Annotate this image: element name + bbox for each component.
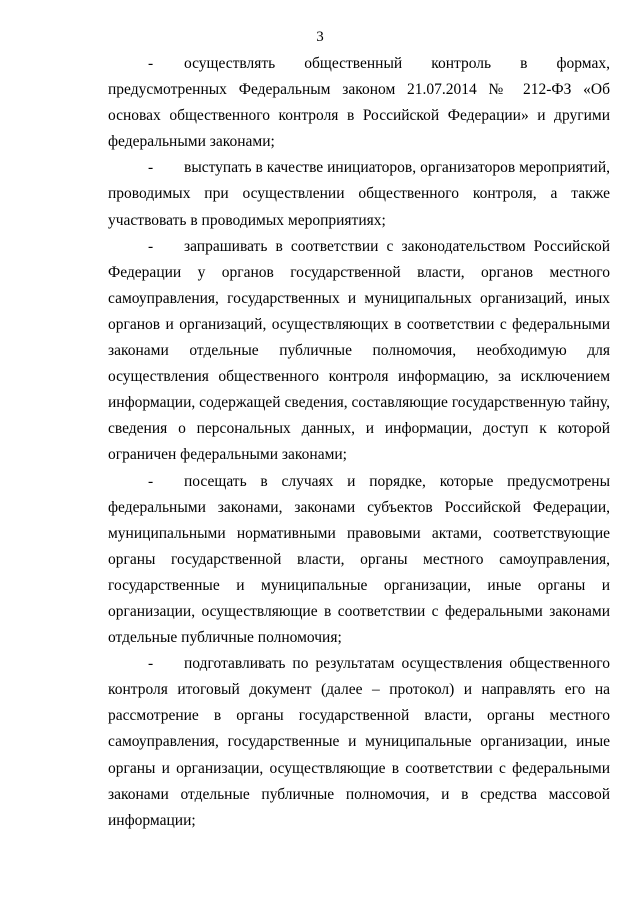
list-item [108,469,610,652]
list-item-text: запрашивать в соответствии с законодательством Российской Федерации у органов государственной власти, органов местного самоуправления, государственных и муниципальных организаций, иных органов и организаций, осуществляющих в соответствии с федеральными законами отдельные публичные полномочия, необходимую для осуществления общественного контроля информацию, за исключением информации, содержащей сведения, составляющие государственную тайну, сведения о персональных данных, и информации, доступ к которой ограничен федеральными законами; [108,237,610,464]
list-item [108,51,610,155]
list-item-text: выступать в качестве инициаторов, организаторов мероприятий, проводимых при осуществлении общественного контроля, а также участвовать в проводимых мероприятиях; [108,159,610,229]
list-item-text: подготавливать по результатам осуществления общественного контроля итоговый документ (далее – протокол) и направлять его на рассмотрение в органы государственной власти, органы местного самоуправления, государственные и муниципальные организации, иные органы и организации, осуществляющие в соответствии с федеральными законами отдельные публичные полномочия, и в средства массовой информации; [108,655,610,829]
dash-marker: - [148,655,154,673]
document-body [108,51,610,834]
list-item-text: осуществлять общественный контроль в формах, предусмотренных Федеральным законом 21.07.2014 № 212-ФЗ «Об основах общественного контроля в Российской Федерации» и другими федеральными законами; [108,55,610,151]
dash-marker: - [148,55,154,72]
list-item-text: посещать в случаях и порядке, которые предусмотрены федеральными законами, законами субъектов Российской Федерации, муниципальными нормативными правовыми актами, соответствующие органы государственной власти, органы местного самоуправления, государственные и муниципальные организации, иные органы и организации, осуществляющие в соответствии с федеральными законами отдельные публичные полномочия; [108,472,610,647]
dash-marker: - [148,159,154,177]
list-item [108,155,610,233]
list-item [108,234,610,469]
dash-marker: - [148,472,154,490]
dash-marker: - [148,237,154,255]
page-number: 3 [316,29,324,45]
list-item [108,651,610,834]
